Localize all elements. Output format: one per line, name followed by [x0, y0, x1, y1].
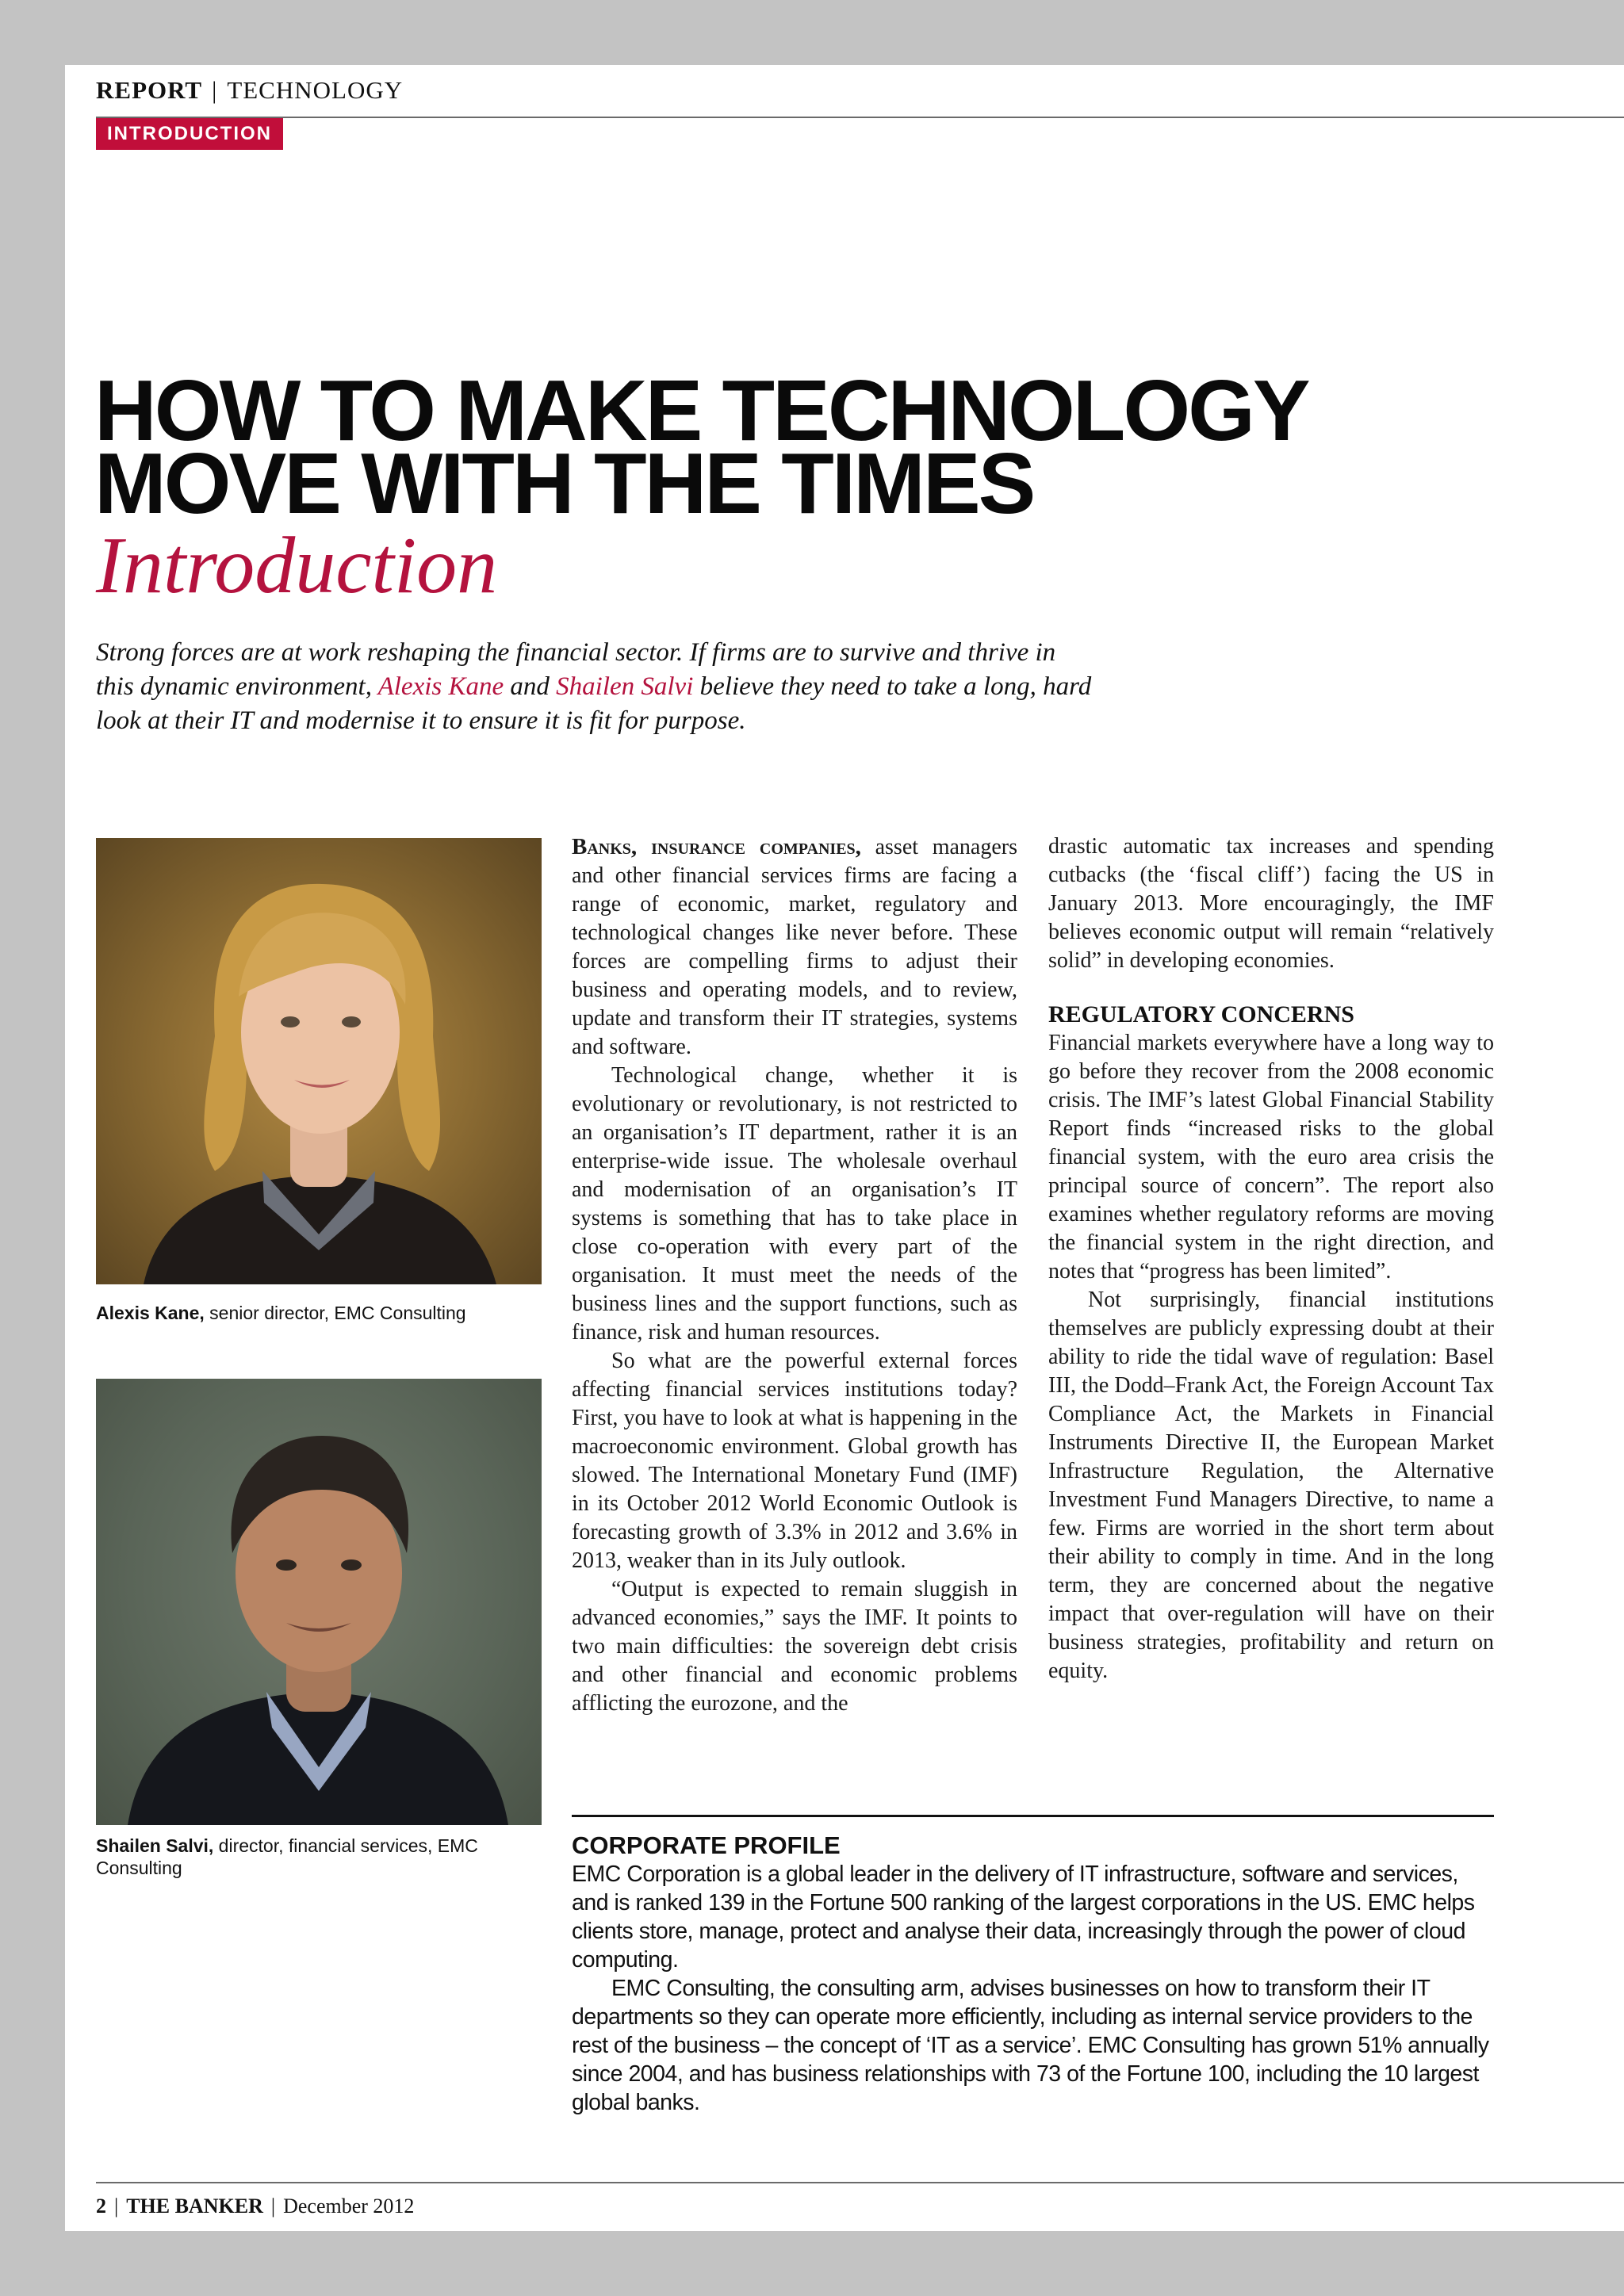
subheadline: Introduction — [96, 521, 498, 610]
article-paragraph: Financial markets everywhere have a long way to go before they recover from the 2008 economic crisis. The IMF’s latest Global Financial Stability Report finds “increased risks to the global financial system, with the euro area crisis the principal source of concern”. The report also examines whether regulatory reforms are moving the financial system in the right direction, and notes that “progress has been limited”. — [1048, 1031, 1494, 1284]
profile-body — [572, 1860, 1494, 2117]
article-paragraph: Not surprisingly, financial institutions themselves are publicly expressing doubt at their ability to ride the tidal wave of regulation: Basel III, the Dodd–Frank Act, the Foreign Account Tax Compliance Act, the Markets in Financial Instruments Directive II, the European Market Infrastructure Regulation, the Alternative Investment Fund Managers Directive, to name a few. Firms are worried in the short term about their ability to comply in time. And in the long term, they are concerned about the negative impact that over-regulation will have on their business strategies, profitability and return on equity. — [1048, 1288, 1494, 1683]
headline — [94, 362, 1442, 532]
subsection-label: TECHNOLOGY — [227, 76, 404, 104]
article-paragraph: “Output is expected to remain sluggish in advanced economies,” says the IMF. It points to two main difficulties: the sovereign debt crisis and other financial and economic problems afflicting the eurozone, and the — [572, 1577, 1017, 1716]
standfirst-text: believe they need to take a long, hard look at their IT and modernise it to ensure it is fit for purpose. — [96, 672, 1092, 735]
caption-name: Alexis Kane, — [96, 1303, 205, 1323]
author-name-2: Shailen Salvi — [556, 672, 694, 701]
article-text: asset managers and other financial services firms are facing a range of economic, market, regulatory and technological changes like never before. These forces are compelling firms to adjust their business and operating models, and to review, update and transform their IT strategies, systems and software. — [572, 835, 1017, 1059]
magazine-page — [65, 65, 1624, 2231]
article-paragraph — [572, 832, 1017, 1062]
photo-caption-alexis-kane — [96, 1302, 540, 1324]
portrait-illustration — [96, 838, 542, 1284]
article-paragraph: drastic automatic tax increases and spending cutbacks (the ‘fiscal cliff’) facing the US in January 2013. More encouragingly, the IMF believes economic output will remain “relatively solid” in developing economies. — [1048, 834, 1494, 973]
page-footer: 2 | THE BANKER | December 2012 — [96, 2195, 415, 2218]
section-tag: INTRODUCTION — [96, 118, 283, 150]
standfirst-text: and — [504, 672, 557, 701]
section-header: REPORT | TECHNOLOGY — [96, 76, 404, 104]
profile-title: CORPORATE PROFILE — [572, 1831, 841, 1859]
article-column-1 — [572, 832, 1017, 1718]
caption-title: senior director, EMC Consulting — [204, 1303, 466, 1323]
photo-caption-shailen-salvi — [96, 1835, 540, 1879]
article-column-2 — [1048, 832, 1494, 1686]
article-paragraph: So what are the powerful external forces affecting financial services institutions today? First, you have to look at what is happening in the macroeconomic environment. Global growth has slowed. The International Monetary Fund (IMF) in its October 2012 World Economic Outlook is forecasting growth of 3.3% in 2012 and 3.6% in 2013, weaker than in its July outlook. — [572, 1349, 1017, 1573]
section-label: REPORT — [96, 76, 203, 104]
standfirst-text: Strong forces are at work reshaping the financial sector. If firms are to survive and thrive in this dynamic environment, — [96, 638, 1056, 701]
portrait-photo-shailen-salvi — [96, 1379, 542, 1825]
profile-paragraph: EMC Consulting, the consulting arm, advises businesses on how to transform their IT departments so they can operate more efficiently, including as internal service providers to the rest of the business – the concept of ‘IT as a service’. EMC Consulting has grown 51% annually since 2004, and has business relationships with 73 of the Fortune 100, including the 10 largest global banks. — [572, 1976, 1489, 2115]
headline-line-1: HOW TO MAKE TECHNOLOGY — [94, 362, 1308, 459]
header-rule — [96, 117, 1624, 118]
footer-rule — [96, 2182, 1624, 2183]
headline-line-2: MOVE WITH THE TIMES — [94, 435, 1034, 532]
portrait-illustration — [96, 1379, 542, 1825]
profile-rule — [572, 1815, 1494, 1817]
article-paragraph: Technological change, whether it is evolutionary or revolutionary, is not restricted to an organisation’s IT department, rather it is an enterprise-wide issue. The wholesale overhaul and modernisation of an organisation’s IT systems is something that has to take place in close co-operation with every part of the organisation. It must meet the needs of the business lines and the support functions, such as finance, risk and human resources. — [572, 1063, 1017, 1345]
publication-name: THE BANKER — [126, 2195, 263, 2218]
caption-name: Shailen Salvi, — [96, 1835, 214, 1856]
caption-title: director, financial services, EMC Consulting — [96, 1835, 478, 1878]
page-number: 2 — [96, 2195, 106, 2218]
portrait-photo-alexis-kane — [96, 838, 542, 1284]
issue-date: December 2012 — [283, 2195, 415, 2218]
article-lead: Banks, insurance companies, — [572, 834, 861, 859]
standfirst — [96, 636, 1095, 738]
author-name-1: Alexis Kane — [377, 672, 504, 701]
profile-paragraph: EMC Corporation is a global leader in the delivery of IT infrastructure, software and services, and is ranked 139 in the Fortune 500 ranking of the largest corporations in the US. EMC helps clients store, manage, protect and analyse their data, increasingly through the power of cloud computing. — [572, 1862, 1475, 1973]
article-subheading: REGULATORY CONCERNS — [1048, 1001, 1354, 1027]
